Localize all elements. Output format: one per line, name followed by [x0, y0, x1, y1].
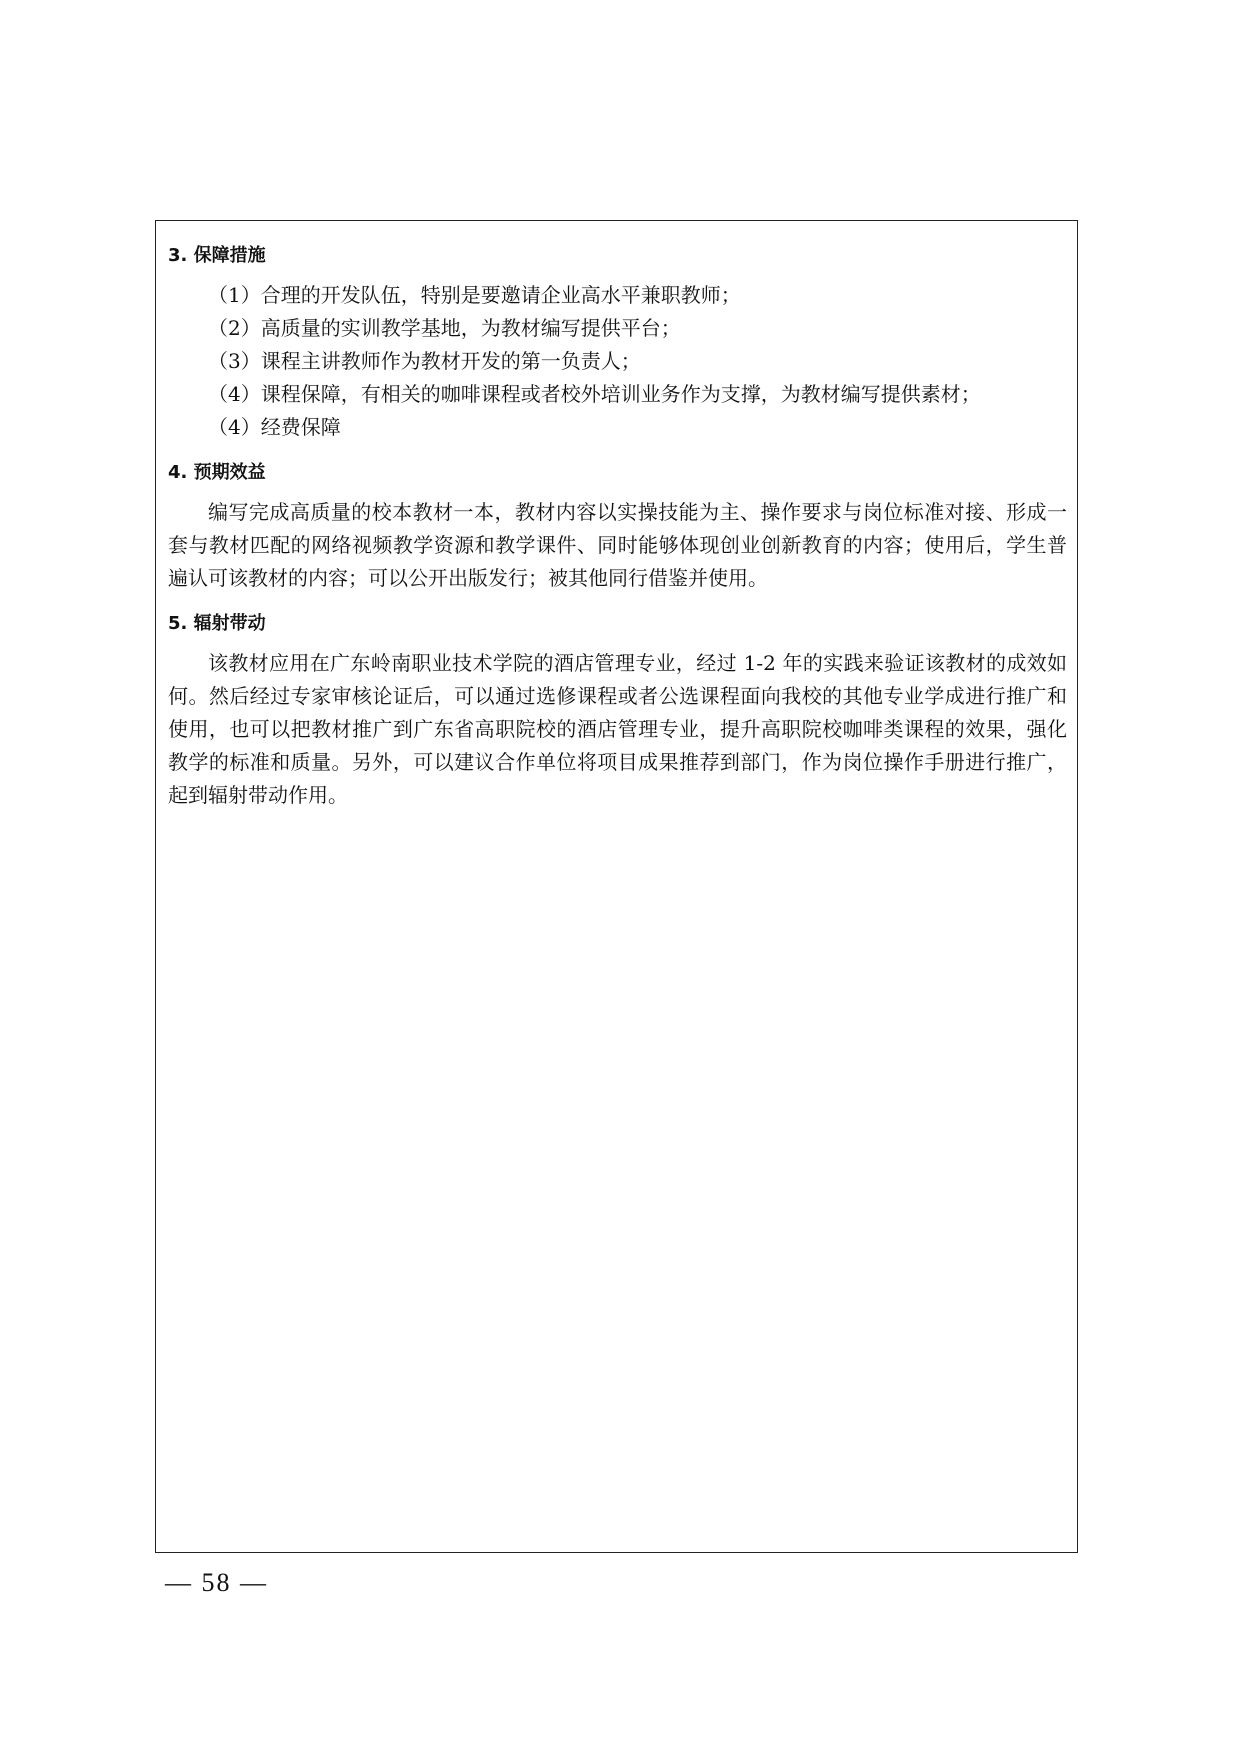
content-table-cell	[155, 220, 1078, 1553]
list-item: （3）课程主讲教师作为教材开发的第一负责人；	[208, 349, 641, 373]
section-heading: 4. 预期效益	[168, 462, 266, 483]
list-item: （4）经费保障	[208, 415, 341, 439]
section-heading: 5. 辐射带动	[168, 613, 266, 634]
list-item: （1）合理的开发队伍，特别是要邀请企业高水平兼职教师；	[208, 283, 741, 307]
section-safeguard-measures	[168, 243, 1067, 444]
page-number: — 58 —	[165, 1568, 268, 1597]
section-radiation-effect	[168, 611, 1067, 812]
section-expected-benefits	[168, 460, 1067, 595]
body-paragraph: 该教材应用在广东岭南职业技术学院的酒店管理专业，经过 1-2 年的实践来验证该教材的成效如何。然后经过专家审核论证后，可以通过选修课程或者公选课程面向我校的其他专业学成进行推广和使用，也可以把教材推广到广东省高职院校的酒店管理专业，提升高职院校咖啡类课程的效果，强化教学的标准和质量。另外，可以建议合作单位将项目成果推荐到部门，作为岗位操作手册进行推广，起到辐射带动作用。	[168, 651, 1067, 807]
list-item: （2）高质量的实训教学基地，为教材编写提供平台；	[208, 316, 681, 340]
safeguard-list	[168, 279, 1067, 444]
list-item: （4）课程保障，有相关的咖啡课程或者校外培训业务作为支撑，为教材编写提供素材；	[208, 382, 981, 406]
body-paragraph: 编写完成高质量的校本教材一本，教材内容以实操技能为主、操作要求与岗位标准对接、形成一套与教材匹配的网络视频教学资源和教学课件、同时能够体现创业创新教育的内容；使用后，学生普遍认可该教材的内容；可以公开出版发行；被其他同行借鉴并使用。	[168, 500, 1067, 590]
section-heading: 3. 保障措施	[168, 245, 266, 266]
